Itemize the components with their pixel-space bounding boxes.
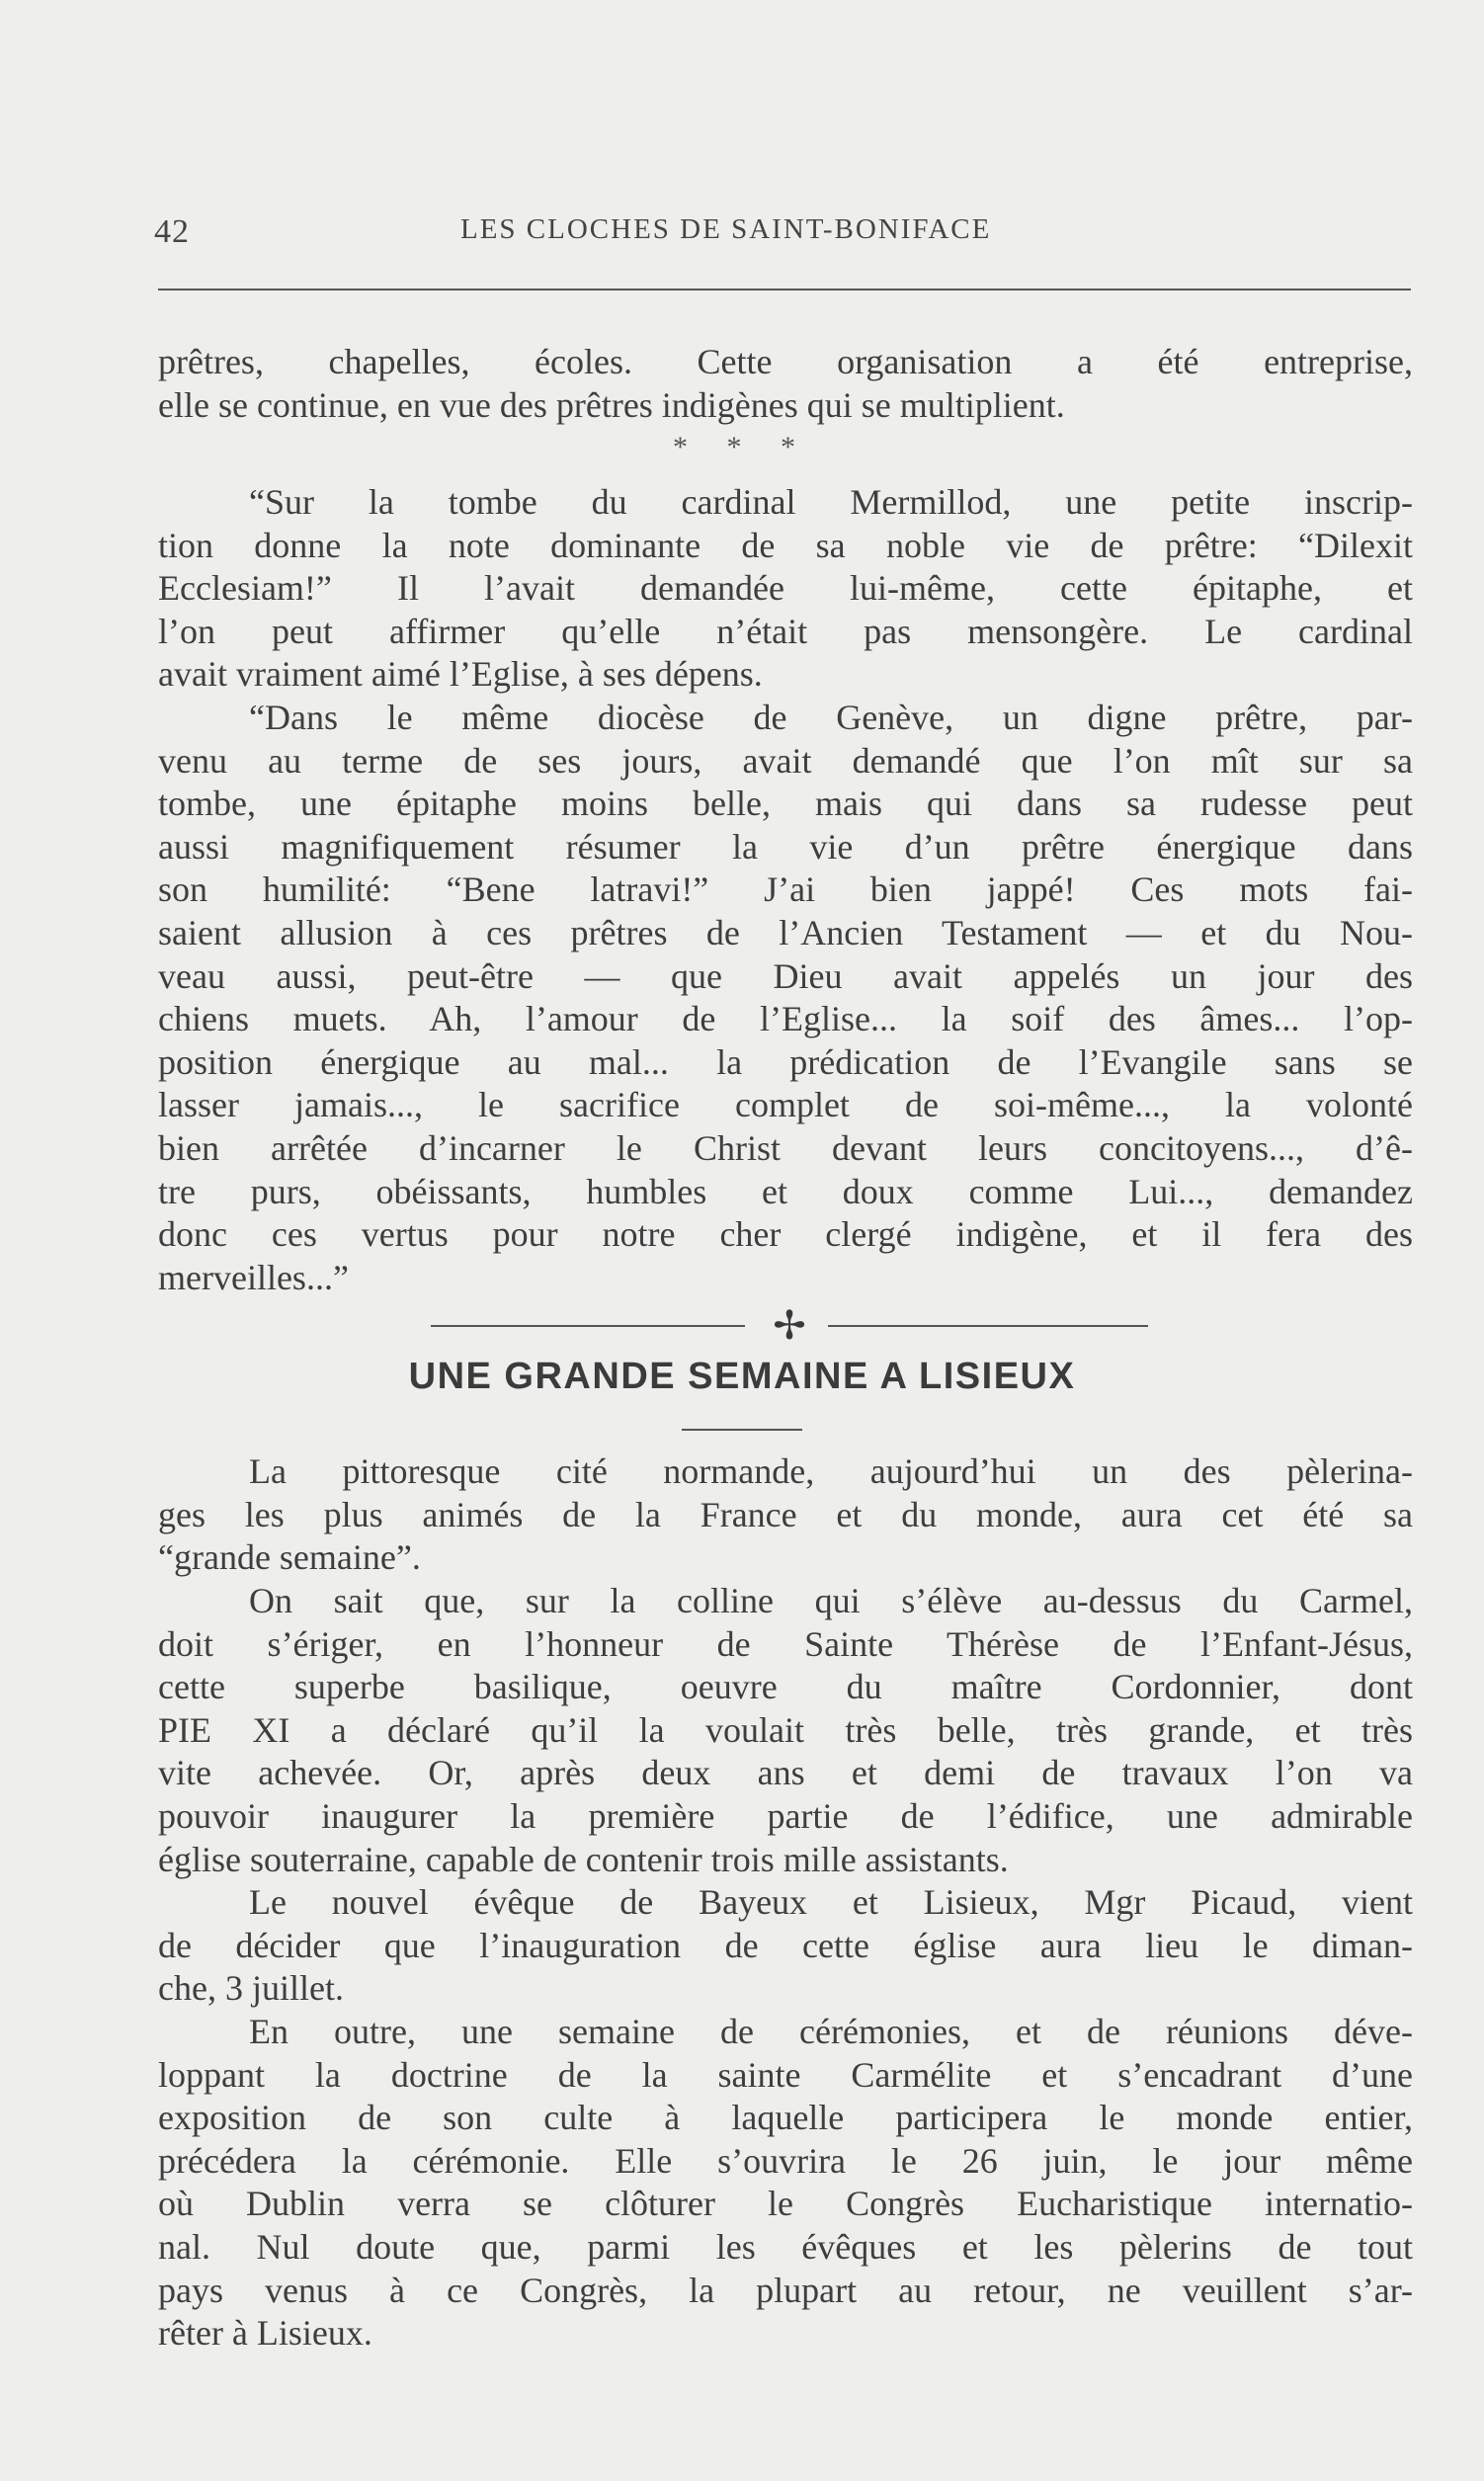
text-line: saient allusion à ces prêtres de l’Ancien Testament — et du Nou-: [158, 912, 1413, 952]
page-number: 42: [154, 213, 190, 250]
text-line: veau aussi, peut-être — que Dieu avait appelés un jour des: [158, 955, 1413, 996]
text-line: Le nouvel évêque de Bayeux et Lisieux, Mgr Picaud, vient: [249, 1882, 1413, 1922]
text-line: l’on peut affirmer qu’elle n’était pas mensongère. Le cardinal: [158, 611, 1413, 651]
text-line: elle se continue, en vue des prêtres indigènes qui se multiplient.: [158, 384, 1065, 425]
section-paragraph: [158, 1450, 1413, 1580]
text-line: On sait que, sur la colline qui s’élève au-dessus du Carmel,: [249, 1581, 1413, 1620]
text-line: doit s’ériger, en l’honneur de Sainte Thérèse de l’Enfant-Jésus,: [158, 1623, 1413, 1664]
text-line: La pittoresque cité normande, aujourd’hui un des pèlerina-: [249, 1451, 1413, 1491]
text-line: aussi magnifiquement résumer la vie d’un prêtre énergique dans: [158, 826, 1413, 867]
text-line: “grande semaine”.: [158, 1537, 421, 1578]
text-line: “Dans le même diocèse de Genève, un digne prêtre, par-: [249, 698, 1413, 737]
text-line: ges les plus animés de la France et du monde, aura cet été sa: [158, 1494, 1413, 1534]
text-line: merveilles...”: [158, 1257, 349, 1297]
divider-rule-right: [828, 1325, 1148, 1327]
text-line: pays venus à ce Congrès, la plupart au retour, ne veuillent s’ar-: [158, 2270, 1413, 2310]
text-line: “Sur la tombe du cardinal Mermillod, une petite inscrip-: [249, 482, 1413, 522]
text-line: loppant la doctrine de la sainte Carmélite et s’encadrant d’une: [158, 2054, 1413, 2095]
text-line: son humilité: “Bene latravi!” J’ai bien jappé! Ces mots fai-: [158, 869, 1413, 910]
text-line: exposition de son culte à laquelle participera le monde entier,: [158, 2098, 1413, 2138]
text-line: venu au terme de ses jours, avait demandé que l’on mît sur sa: [158, 740, 1413, 781]
text-line: pouvoir inaugurer la première partie de l’édifice, une admirable: [158, 1795, 1413, 1836]
section-paragraph: [158, 1580, 1413, 1881]
text-line: tion donne la note dominante de sa noble vie de prêtre: “Dilexit: [158, 525, 1413, 565]
text-line: donc ces vertus pour notre cher clergé indigène, et il fera des: [158, 1214, 1413, 1255]
text-line: lasser jamais..., le sacrifice complet de soi-même..., la volonté: [158, 1085, 1413, 1125]
asterism-separator: * * *: [673, 431, 811, 463]
text-line: où Dublin verra se clôturer le Congrès Eucharistique internatio-: [158, 2184, 1413, 2224]
text-line: nal. Nul doute que, parmi les évêques et les pèlerins de tout: [158, 2226, 1413, 2267]
header-rule: [158, 289, 1411, 290]
quote-paragraph-geneve: [158, 697, 1413, 1299]
text-line: che, 3 juillet.: [158, 1968, 344, 2009]
text-line: En outre, une semaine de cérémonies, et de réunions déve-: [249, 2012, 1413, 2051]
text-line: église souterraine, capable de contenir trois mille assistants.: [158, 1839, 1009, 1879]
text-line: de décider que l’inauguration de cette église aura lieu le diman-: [158, 1925, 1413, 1965]
divider-rule-left: [431, 1325, 745, 1327]
text-line: position énergique au mal... la prédication de l’Evangile sans se: [158, 1041, 1413, 1082]
title-underline: [682, 1429, 802, 1431]
section-paragraph: [158, 2011, 1413, 2356]
section-paragraph: [158, 1881, 1413, 2011]
text-line: Ecclesiam!” Il l’avait demandée lui-même, cette épitaphe, et: [158, 568, 1413, 609]
text-line: tre purs, obéissants, humbles et doux comme Lui..., demandez: [158, 1171, 1413, 1211]
text-line: avait vraiment aimé l’Eglise, à ses dépens.: [158, 654, 763, 695]
section-title: UNE GRANDE SEMAINE A LISIEUX: [408, 1356, 1076, 1397]
continuation-paragraph: [158, 341, 1413, 427]
text-line: précédera la cérémonie. Elle s’ouvrira le 26 juin, le jour même: [158, 2140, 1413, 2181]
text-line: cette superbe basilique, oeuvre du maître Cordonnier, dont: [158, 1667, 1413, 1707]
text-line: vite achevée. Or, après deux ans et demi de travaux l’on va: [158, 1753, 1413, 1793]
text-line: bien arrêtée d’incarner le Christ devant leurs concitoyens..., d’ê-: [158, 1127, 1413, 1168]
text-line: rêter à Lisieux.: [158, 2313, 372, 2354]
running-title: LES CLOCHES DE SAINT-BONIFACE: [460, 213, 992, 245]
text-line: PIE XI a déclaré qu’il la voulait très belle, très grande, et très: [158, 1709, 1413, 1750]
text-line: tombe, une épitaphe moins belle, mais qui dans sa rudesse peut: [158, 784, 1413, 824]
cross-icon: ✢: [773, 1303, 806, 1349]
text-line: prêtres, chapelles, écoles. Cette organisation a été entreprise,: [158, 342, 1413, 381]
quote-paragraph-mermillod: [158, 481, 1413, 697]
ornamental-divider: [431, 1303, 1148, 1349]
text-line: chiens muets. Ah, l’amour de l’Eglise... la soif des âmes... l’op-: [158, 999, 1413, 1039]
